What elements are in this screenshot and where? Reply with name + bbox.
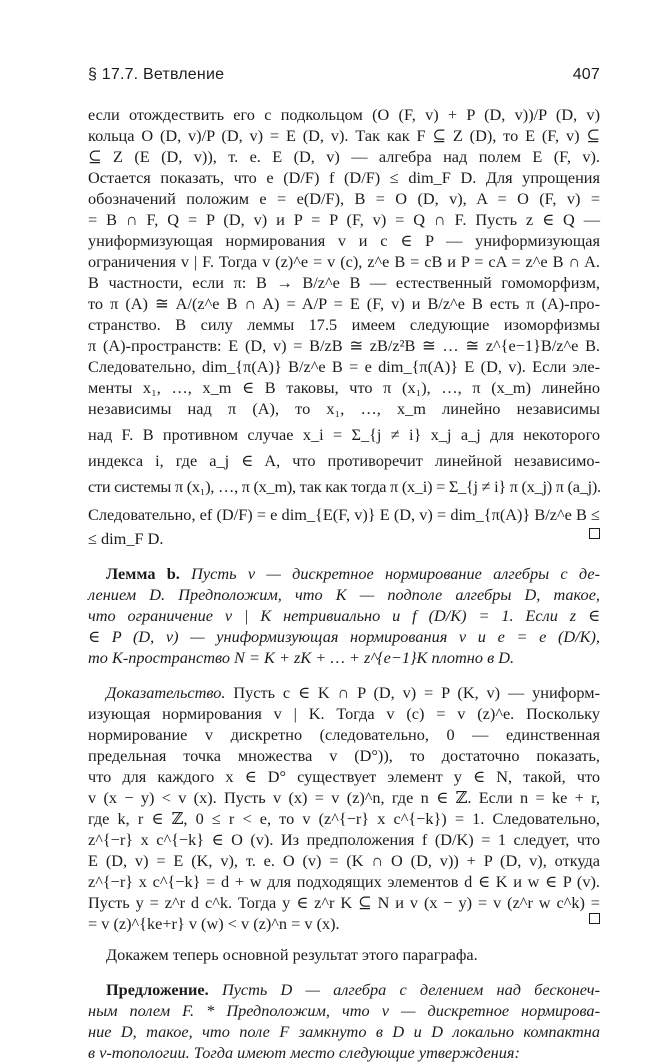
text-line: обозначений положим e = e(D/F), B = O (D, v), A = O (F, v) = (88, 189, 600, 208)
lemma-block (88, 563, 600, 668)
text-line: ограничения v | F. Тогда v (z)^e = v (c), z^e B = cB и P = cA = z^e B ∩ A. (88, 252, 600, 271)
proof-line: предельная точка множества v (D°)), то достаточно показать, (88, 746, 600, 765)
running-header (88, 66, 600, 84)
proof-line: где k, r ∈ ℤ, 0 ≤ r < e, то v (z^{−r} x c^{−k}) = 1. Следовательно, (88, 809, 600, 828)
proof-line: Пусть y = z^r d c^k. Тогда y ∈ z^r K ⊆ N и v (x − y) = v (z^r w c^k) = (88, 893, 600, 912)
lemma-line: лением D. Предположим, что K — подполе алгебры D, такое, (88, 585, 600, 604)
lemma-line: ∈ P (D, v) — униформизующая нормирования v и e = e (D/K), (88, 627, 600, 646)
lemma-title: Лемма b. (106, 564, 180, 583)
proposition-first-line (88, 979, 600, 1000)
proof-continuation-paragraph (88, 104, 600, 549)
text-line: странство. В силу леммы 17.5 имеем следующие изоморфизмы (88, 315, 600, 334)
text-line: = B ∩ F, Q = P (D, v) и P = P (F, v) = Q ∩ F. Пусть z ∈ Q — (88, 210, 600, 229)
spacer (88, 549, 600, 563)
proof-label: Доказательство. (106, 683, 226, 702)
proof-line: v (x − y) < v (x). Пусть v (x) = v (z)^n, где n ∈ ℤ. Если n = ke + r, (88, 788, 600, 807)
proof-block (88, 682, 600, 934)
page-body (88, 104, 600, 1063)
text-line (88, 528, 600, 549)
proof-text: = v (z)^{ke+r} v (w) < v (z)^n = v (x). (88, 914, 340, 933)
text-line: Следовательно, ef (D/F) = e dim_{E(F, v)} E (D, v) = dim_{π(A)} B/z^e B ≤ (88, 505, 600, 524)
lemma-first-line (88, 563, 600, 584)
proposition-line: ние D, такое, что поле F замкнуто в D и D локально компактна (88, 1022, 600, 1041)
spacer (88, 934, 600, 944)
text-line: индекса i, где a_j ∈ A, что противоречит линейной независимо- (88, 451, 600, 470)
text-fragment: ≤ dim_F D. (88, 529, 164, 548)
page-number: 407 (572, 66, 600, 83)
qed-square-icon (589, 913, 600, 924)
text-line: ⊆ Z (E (D, v)), т. е. E (D, v) — алгебра над полем E (F, v). (88, 147, 600, 166)
text-line: Следовательно, dim_{π(A)} B/z^e B = e dim_{π(A)} E (D, v). Если эле- (88, 357, 600, 376)
text-line: если отождествить его с подкольцом (O (F, v) + P (D, v))/P (D, v) (88, 105, 600, 124)
proposition-line: в v-топологии. Тогда имеют место следующие утверждения: (88, 1043, 520, 1062)
proof-last-line (88, 913, 600, 934)
lemma-line: что ограничение v | K нетривиально и f (D/K) = 1. Если z ∈ (88, 606, 600, 625)
proof-line: E (D, v) = E (K, v), т. е. O (v) = (K ∩ O (D, v)) + P (D, v), откуда (88, 851, 600, 870)
proposition-line: ным полем F. * Предположим, что v — дискретное нормирова- (88, 1001, 600, 1020)
text-line: менты x₁, …, x_m ∈ B таковы, что π (x₁), …, π (x_m) линейно (88, 378, 600, 397)
spacer (88, 668, 600, 682)
text-line: над F. В противном случае x_i = Σ_{j ≠ i} x_j a_j для некоторого (88, 425, 600, 444)
text-line: В частности, если π: B → B/z^e B — естественный гомоморфизм, (88, 273, 600, 292)
lemma-line: то K-пространство N = K + zK + … + z^{e−1}K плотно в D. (88, 648, 515, 667)
text-line: то π (A) ≅ A/(z^e B ∩ A) = A/P = E (F, v) и B/z^e B есть π (A)-про- (88, 294, 600, 313)
proof-line: z^{−r} x c^{−k} = d + w для подходящих элементов d ∈ K и w ∈ P (v). (88, 872, 600, 891)
text-line: сти системы π (x₁), …, π (x_m), так как тогда π (x_i) = Σ_{j ≠ i} π (x_j) π (a_j). (88, 477, 601, 496)
proof-line: нормирование v дискретно (следовательно, 0 — единственная (88, 725, 600, 744)
lemma-text: Пусть v — дискретное нормирование алгебры с де- (191, 564, 600, 583)
transition-sentence: Докажем теперь основной результат этого параграфа. (106, 945, 478, 964)
proof-line: изующая нормирования v | K. Тогда v (c) = v (z)^e. Поскольку (88, 704, 600, 723)
text-line: Остается показать, что e (D/F) f (D/F) ≤ dim_F D. Для упрощения (88, 168, 600, 187)
text-line: π (A)-пространств: E (D, v) = B/zB ≅ zB/z²B ≅ … ≅ z^{e−1}B/z^e B. (88, 336, 600, 355)
book-page (88, 66, 600, 1063)
proof-line: z^{−r} x c^{−k} ∈ O (v). Из предположения f (D/K) = 1 следует, что (88, 830, 600, 849)
text-line: кольца O (D, v)/P (D, v) = E (D, v). Так как F ⊆ Z (D), то E (F, v) ⊆ (88, 126, 600, 145)
proof-text: Пусть c ∈ K ∩ P (D, v) = P (K, v) — униформ- (233, 683, 600, 702)
qed-square-icon (589, 528, 600, 539)
proposition-title: Предложение. (106, 980, 209, 999)
spacer (88, 965, 600, 979)
proposition-text: Пусть D — алгебра с делением над бесконеч- (221, 980, 600, 999)
text-line: независимы над π (A), то x₁, …, x_m линейно независимы (88, 399, 600, 418)
text-line: униформизующая нормирования v и c ∈ P — униформизующая (88, 231, 600, 250)
section-title: § 17.7. Ветвление (88, 66, 225, 83)
proposition-block (88, 979, 600, 1063)
proof-first-line (88, 682, 600, 703)
proof-line: что для каждого x ∈ D° существует элемент y ∈ N, такой, что (88, 767, 600, 786)
